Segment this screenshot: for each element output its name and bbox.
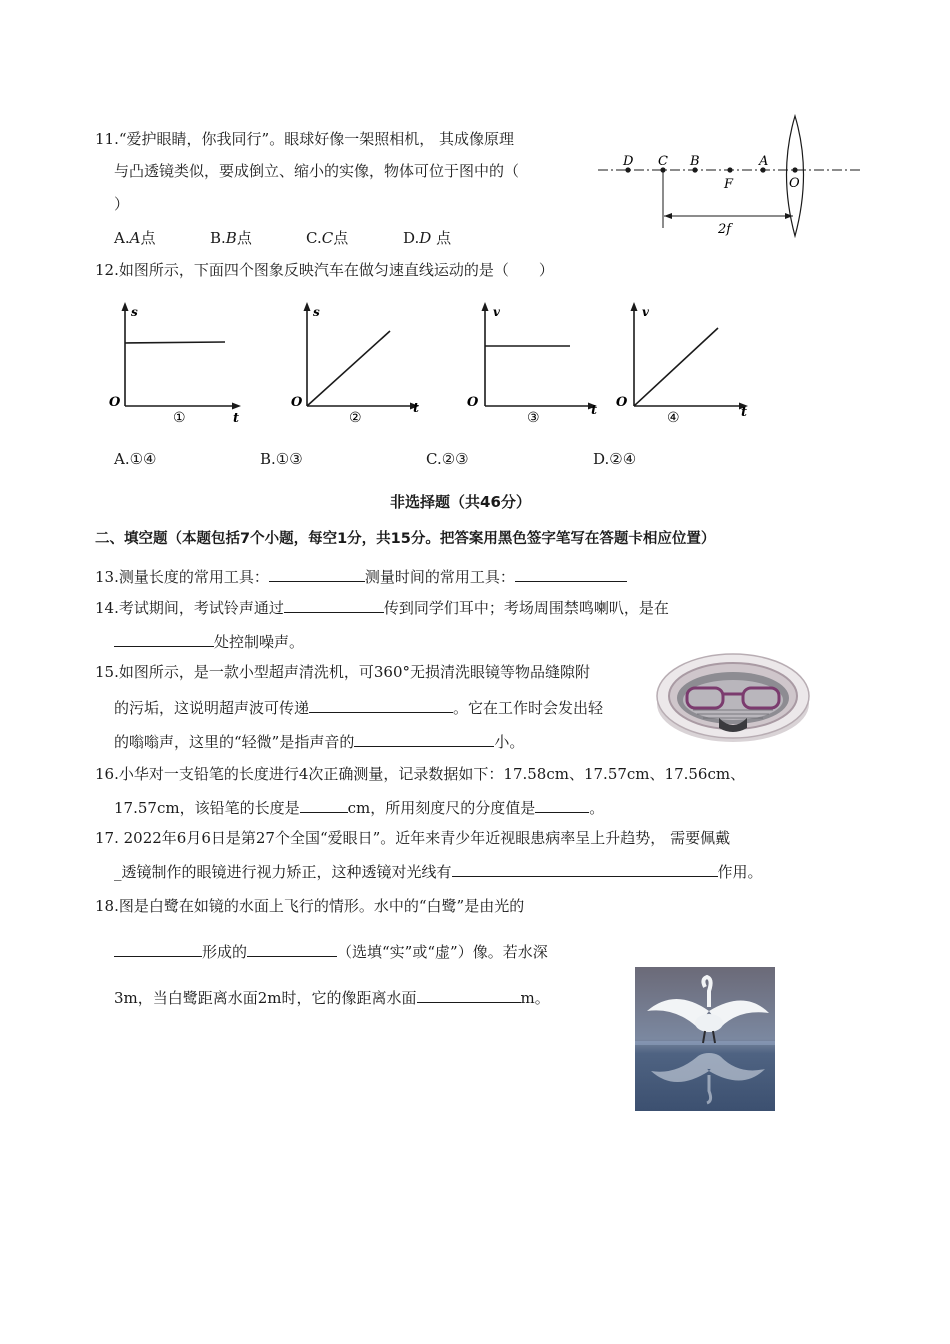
label-d: D bbox=[623, 154, 634, 169]
q17-line1: 17. 2022年6月6日是第27个全国“爱眼日”。近年来青少年近视眼患病率呈上升趋势， 需要佩戴 bbox=[95, 829, 731, 847]
q18-line2: 形成的 （选填“实”或“虚”）像。若水深 bbox=[114, 940, 548, 962]
ultrasonic-cleaner-image bbox=[653, 636, 813, 746]
q12-option-c[interactable]: C.②③ bbox=[426, 450, 469, 468]
q15-line2: 的污垢，这说明超声波可传递 。它在工作时会发出轻 bbox=[114, 696, 603, 718]
label-c: C bbox=[658, 154, 668, 169]
q11-line1: 11.“爱护眼睛，你我同行”。眼球好像一架照相机， 其成像原理 bbox=[95, 130, 514, 148]
q18-blank-1[interactable] bbox=[114, 940, 202, 957]
point-f bbox=[727, 167, 732, 172]
graph-4-curve bbox=[634, 328, 718, 406]
q12-text: 12.如图所示，下面四个图象反映汽车在做匀速直线运动的是（ ） bbox=[95, 261, 554, 279]
q12-option-b[interactable]: B.①③ bbox=[260, 450, 303, 468]
q14-line1: 14.考试期间，考试铃声通过 传到同学们耳中；考场周围禁鸣喇叭，是在 bbox=[95, 596, 669, 618]
q16-line2: 17.57cm，该铅笔的长度是 cm，所用刻度尺的分度值是 。 bbox=[114, 796, 604, 818]
q12-option-d[interactable]: D.②④ bbox=[593, 450, 637, 468]
q13-blank-1[interactable] bbox=[269, 565, 365, 582]
q18-blank-2[interactable] bbox=[247, 940, 337, 957]
q11-option-c[interactable]: C.C点 bbox=[306, 229, 349, 247]
x-arrow-icon bbox=[232, 403, 241, 410]
graph-1-curve bbox=[125, 342, 225, 343]
q11-option-b[interactable]: B.B点 bbox=[210, 229, 252, 247]
graph-3-number: ③ bbox=[527, 410, 540, 426]
graph-2-number: ② bbox=[349, 410, 362, 426]
graph-3 bbox=[463, 298, 608, 428]
q18-line3: 3m，当白鹭距离水面2m时，它的像距离水面 m。 bbox=[114, 986, 550, 1008]
q13-line: 13.测量长度的常用工具： 测量时间的常用工具： bbox=[95, 565, 627, 587]
q15-line3: 的嗡嗡声，这里的“轻微”是指声音的 小。 bbox=[114, 730, 524, 752]
graph-4 bbox=[612, 298, 757, 428]
graph-1-origin: O bbox=[109, 395, 121, 410]
y-arrow-icon bbox=[482, 302, 489, 311]
graph-4-ylabel: v bbox=[642, 305, 649, 319]
graph-3-ylabel: v bbox=[493, 305, 500, 319]
lens-diagram bbox=[590, 108, 870, 243]
q13-blank-2[interactable] bbox=[515, 565, 627, 582]
graph-4-number: ④ bbox=[667, 410, 680, 426]
graph-2-ylabel: s bbox=[313, 305, 320, 319]
q15-blank-1[interactable] bbox=[309, 696, 453, 713]
q15-blank-2[interactable] bbox=[354, 730, 494, 747]
q14-line2: 处控制噪声。 bbox=[114, 630, 304, 652]
egret-photo bbox=[635, 967, 775, 1111]
q16-blank-2[interactable] bbox=[535, 796, 589, 813]
graph-2-origin: O bbox=[291, 395, 303, 410]
q11-line2: 与凸透镜类似，要成倒立、缩小的实像，物体可位于图中的（ bbox=[114, 162, 520, 180]
q11-option-a[interactable]: A.A点 bbox=[114, 229, 156, 247]
q14-blank-1[interactable] bbox=[284, 596, 384, 613]
graph-1-number: ① bbox=[173, 410, 186, 426]
q18-blank-3[interactable] bbox=[417, 986, 521, 1003]
y-arrow-icon bbox=[304, 302, 311, 311]
q17-line2: _透镜制作的眼镜进行视力矫正，这种透镜对光线有 作用。 bbox=[114, 860, 763, 882]
graph-3-xlabel: t bbox=[591, 403, 598, 418]
graph-4-origin: O bbox=[616, 395, 628, 410]
q16-blank-1[interactable] bbox=[300, 796, 348, 813]
label-2f: 2f bbox=[718, 222, 732, 237]
arrow-left-icon bbox=[664, 213, 672, 219]
q12-option-a[interactable]: A.①④ bbox=[114, 450, 157, 468]
q16-line1: 16.小华对一支铅笔的长度进行4次正确测量，记录数据如下：17.58cm、17.57cm、17.56cm、 bbox=[95, 765, 746, 783]
section-title: 非选择题（共46分） bbox=[390, 493, 531, 511]
graph-2-xlabel: t bbox=[413, 401, 420, 416]
q18-line1: 18.图是白鹭在如镜的水面上飞行的情形。水中的“白鹭”是由光的 bbox=[95, 897, 525, 915]
graph-4-xlabel: t bbox=[741, 405, 748, 420]
y-arrow-icon bbox=[631, 302, 638, 311]
q14-blank-2[interactable] bbox=[114, 630, 214, 647]
q17-blank-1[interactable] bbox=[452, 860, 718, 877]
label-a: A bbox=[759, 154, 769, 169]
part2-heading: 二、填空题（本题包括7个小题，每空1分，共15分。把答案用黑色签字笔写在答题卡相应位置） bbox=[95, 531, 716, 547]
label-o: O bbox=[789, 176, 800, 191]
graph-2-curve bbox=[307, 331, 390, 406]
y-arrow-icon bbox=[122, 302, 129, 311]
q11-line3: ） bbox=[114, 195, 130, 213]
label-f: F bbox=[724, 177, 734, 192]
label-b: B bbox=[690, 154, 700, 169]
graph-3-origin: O bbox=[467, 395, 479, 410]
graph-1-ylabel: s bbox=[131, 305, 138, 319]
point-o bbox=[792, 167, 797, 172]
q15-line1: 15.如图所示，是一款小型超声清洗机，可360°无损清洗眼镜等物品缝隙附 bbox=[95, 663, 590, 681]
q11-option-d[interactable]: D.D 点 bbox=[403, 229, 452, 247]
arrow-right-icon bbox=[785, 213, 793, 219]
graph-2 bbox=[287, 298, 427, 428]
graph-1-xlabel: t bbox=[233, 411, 240, 426]
graph-1 bbox=[105, 298, 245, 428]
